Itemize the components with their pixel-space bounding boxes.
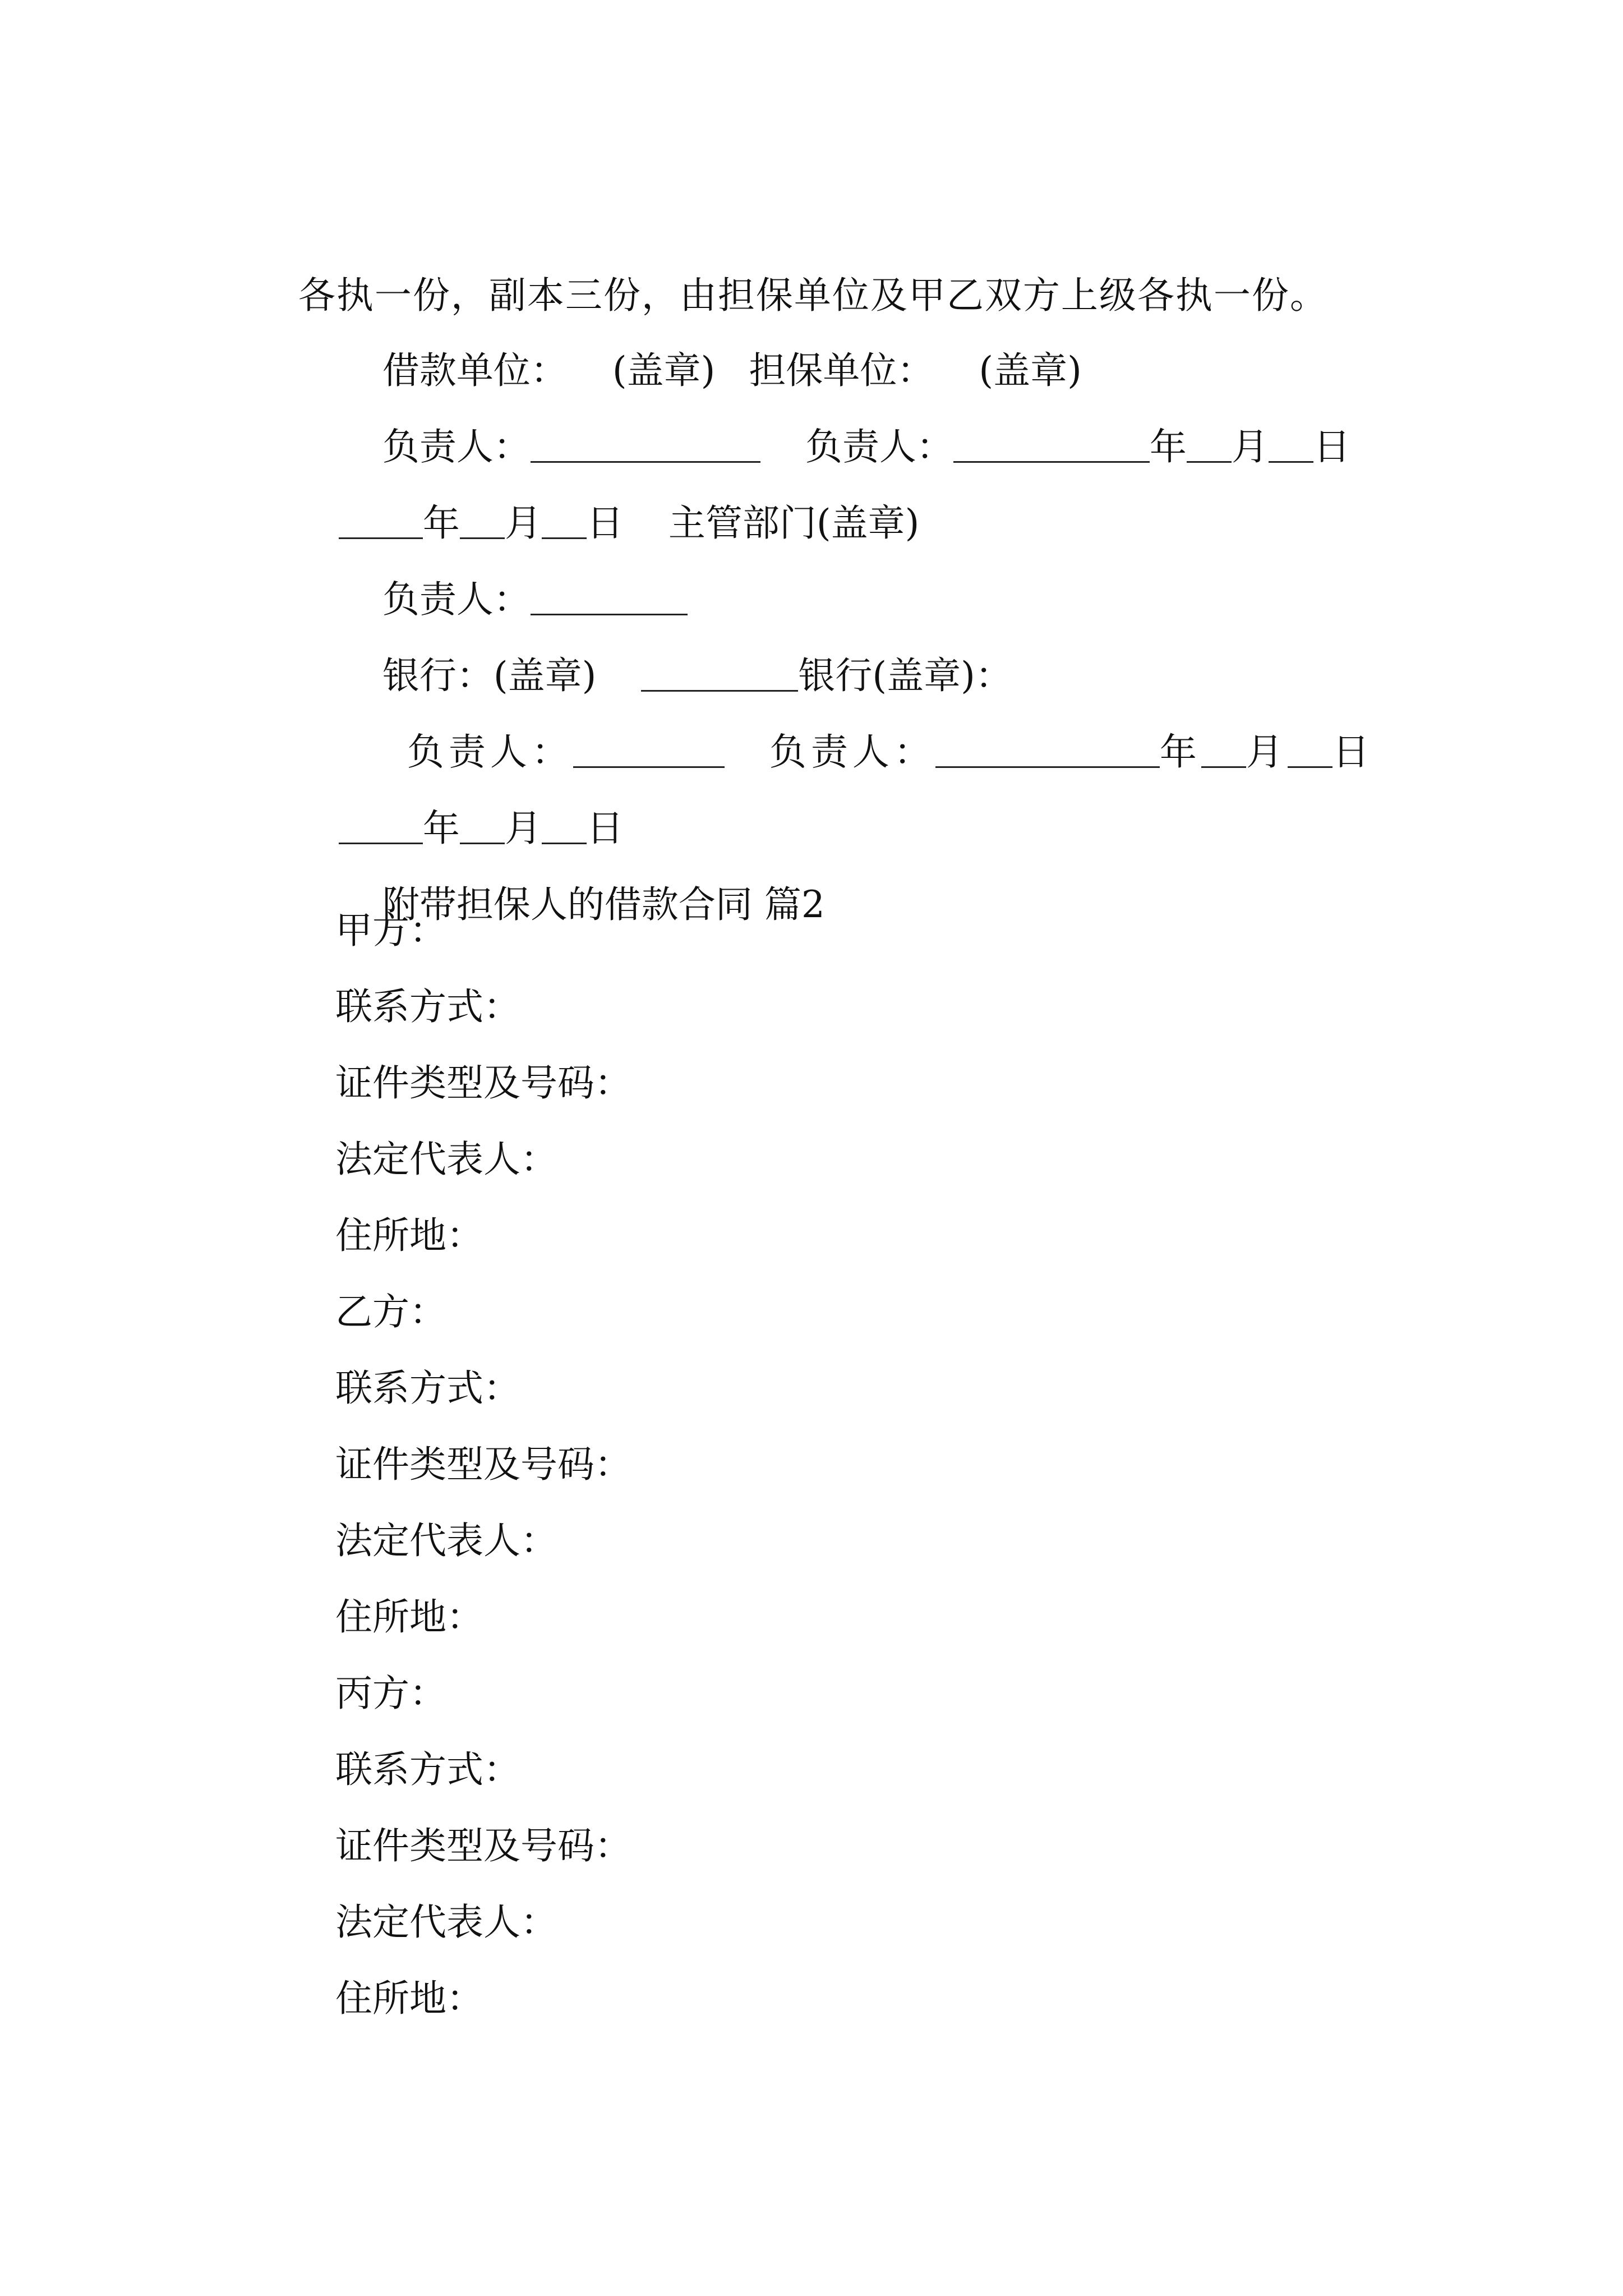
month-label: 月	[1246, 730, 1288, 774]
day-label: 日	[586, 501, 624, 545]
signature-blank	[953, 426, 1150, 463]
supervising-dept-seal: 主管部门(盖章)	[668, 501, 920, 545]
responsible-label-2: 负责人：	[805, 425, 953, 468]
section-title	[335, 829, 825, 926]
party-b-address: 住所地：	[335, 1595, 483, 1639]
party-b-id: 证件类型及号码：	[335, 1443, 631, 1486]
responsible-label: 负责人：	[407, 730, 573, 774]
month-blank	[1201, 731, 1246, 768]
responsible-line-2	[335, 524, 688, 621]
party-c-address: 住所地：	[335, 1977, 483, 2020]
day-label: 日	[1332, 730, 1374, 774]
party-c-contact: 联系方式：	[335, 1748, 520, 1791]
responsible-line-3	[342, 677, 1374, 774]
year-label: 年	[1159, 730, 1201, 774]
closing-clause	[247, 220, 1328, 317]
closing-text: 各执一份，副本三份，由担保单位及甲乙双方上级各执一份。	[298, 274, 1328, 317]
month-label: 月	[504, 501, 542, 545]
bank-line	[335, 600, 1012, 697]
signature-blank	[935, 731, 1160, 768]
party-b-legal-rep: 法定代表人：	[335, 1519, 557, 1562]
party-b-contact: 联系方式：	[335, 1366, 520, 1410]
party-b-label: 乙方：	[335, 1290, 446, 1333]
day-label: 日	[586, 807, 624, 850]
bank-seal-label-2: 银行(盖章)：	[798, 654, 1012, 697]
guarantor-unit-label: 担保单位：	[749, 349, 934, 392]
month-label: 月	[504, 807, 542, 850]
section-title-text: 附带担保人的借款合同 篇2	[382, 883, 825, 926]
borrower-guarantor-line	[335, 295, 1082, 392]
date-line-2	[292, 753, 624, 850]
party-a-id: 证件类型及号码：	[335, 1061, 631, 1105]
party-c-legal-rep: 法定代表人：	[335, 1901, 557, 1944]
year-label: 年	[422, 501, 460, 545]
party-a-contact: 联系方式：	[335, 985, 520, 1028]
party-a-legal-rep: 法定代表人：	[335, 1138, 557, 1181]
day-blank	[1269, 426, 1313, 463]
party-a-label: 甲方：	[335, 909, 446, 952]
responsible-line-1	[335, 371, 1350, 468]
borrower-seal: (盖章)	[612, 349, 716, 392]
day-label: 日	[1313, 425, 1350, 468]
responsible-label-2: 负责人：	[769, 730, 935, 774]
month-label: 月	[1231, 425, 1269, 468]
party-a-address: 住所地：	[335, 1214, 483, 1257]
guarantor-seal: (盖章)	[979, 349, 1082, 392]
borrower-unit-label: 借款单位：	[382, 349, 568, 392]
responsible-label: 负责人：	[382, 425, 531, 468]
year-label: 年	[1149, 425, 1187, 468]
responsible-label: 负责人：	[382, 578, 531, 621]
month-blank	[1187, 426, 1232, 463]
date-dept-line	[292, 448, 920, 545]
party-c-label: 丙方：	[335, 1672, 446, 1715]
bank-seal-label: 银行：(盖章)	[382, 654, 597, 697]
party-c-id: 证件类型及号码：	[335, 1824, 631, 1867]
year-label: 年	[422, 807, 460, 850]
day-blank	[1288, 731, 1332, 768]
